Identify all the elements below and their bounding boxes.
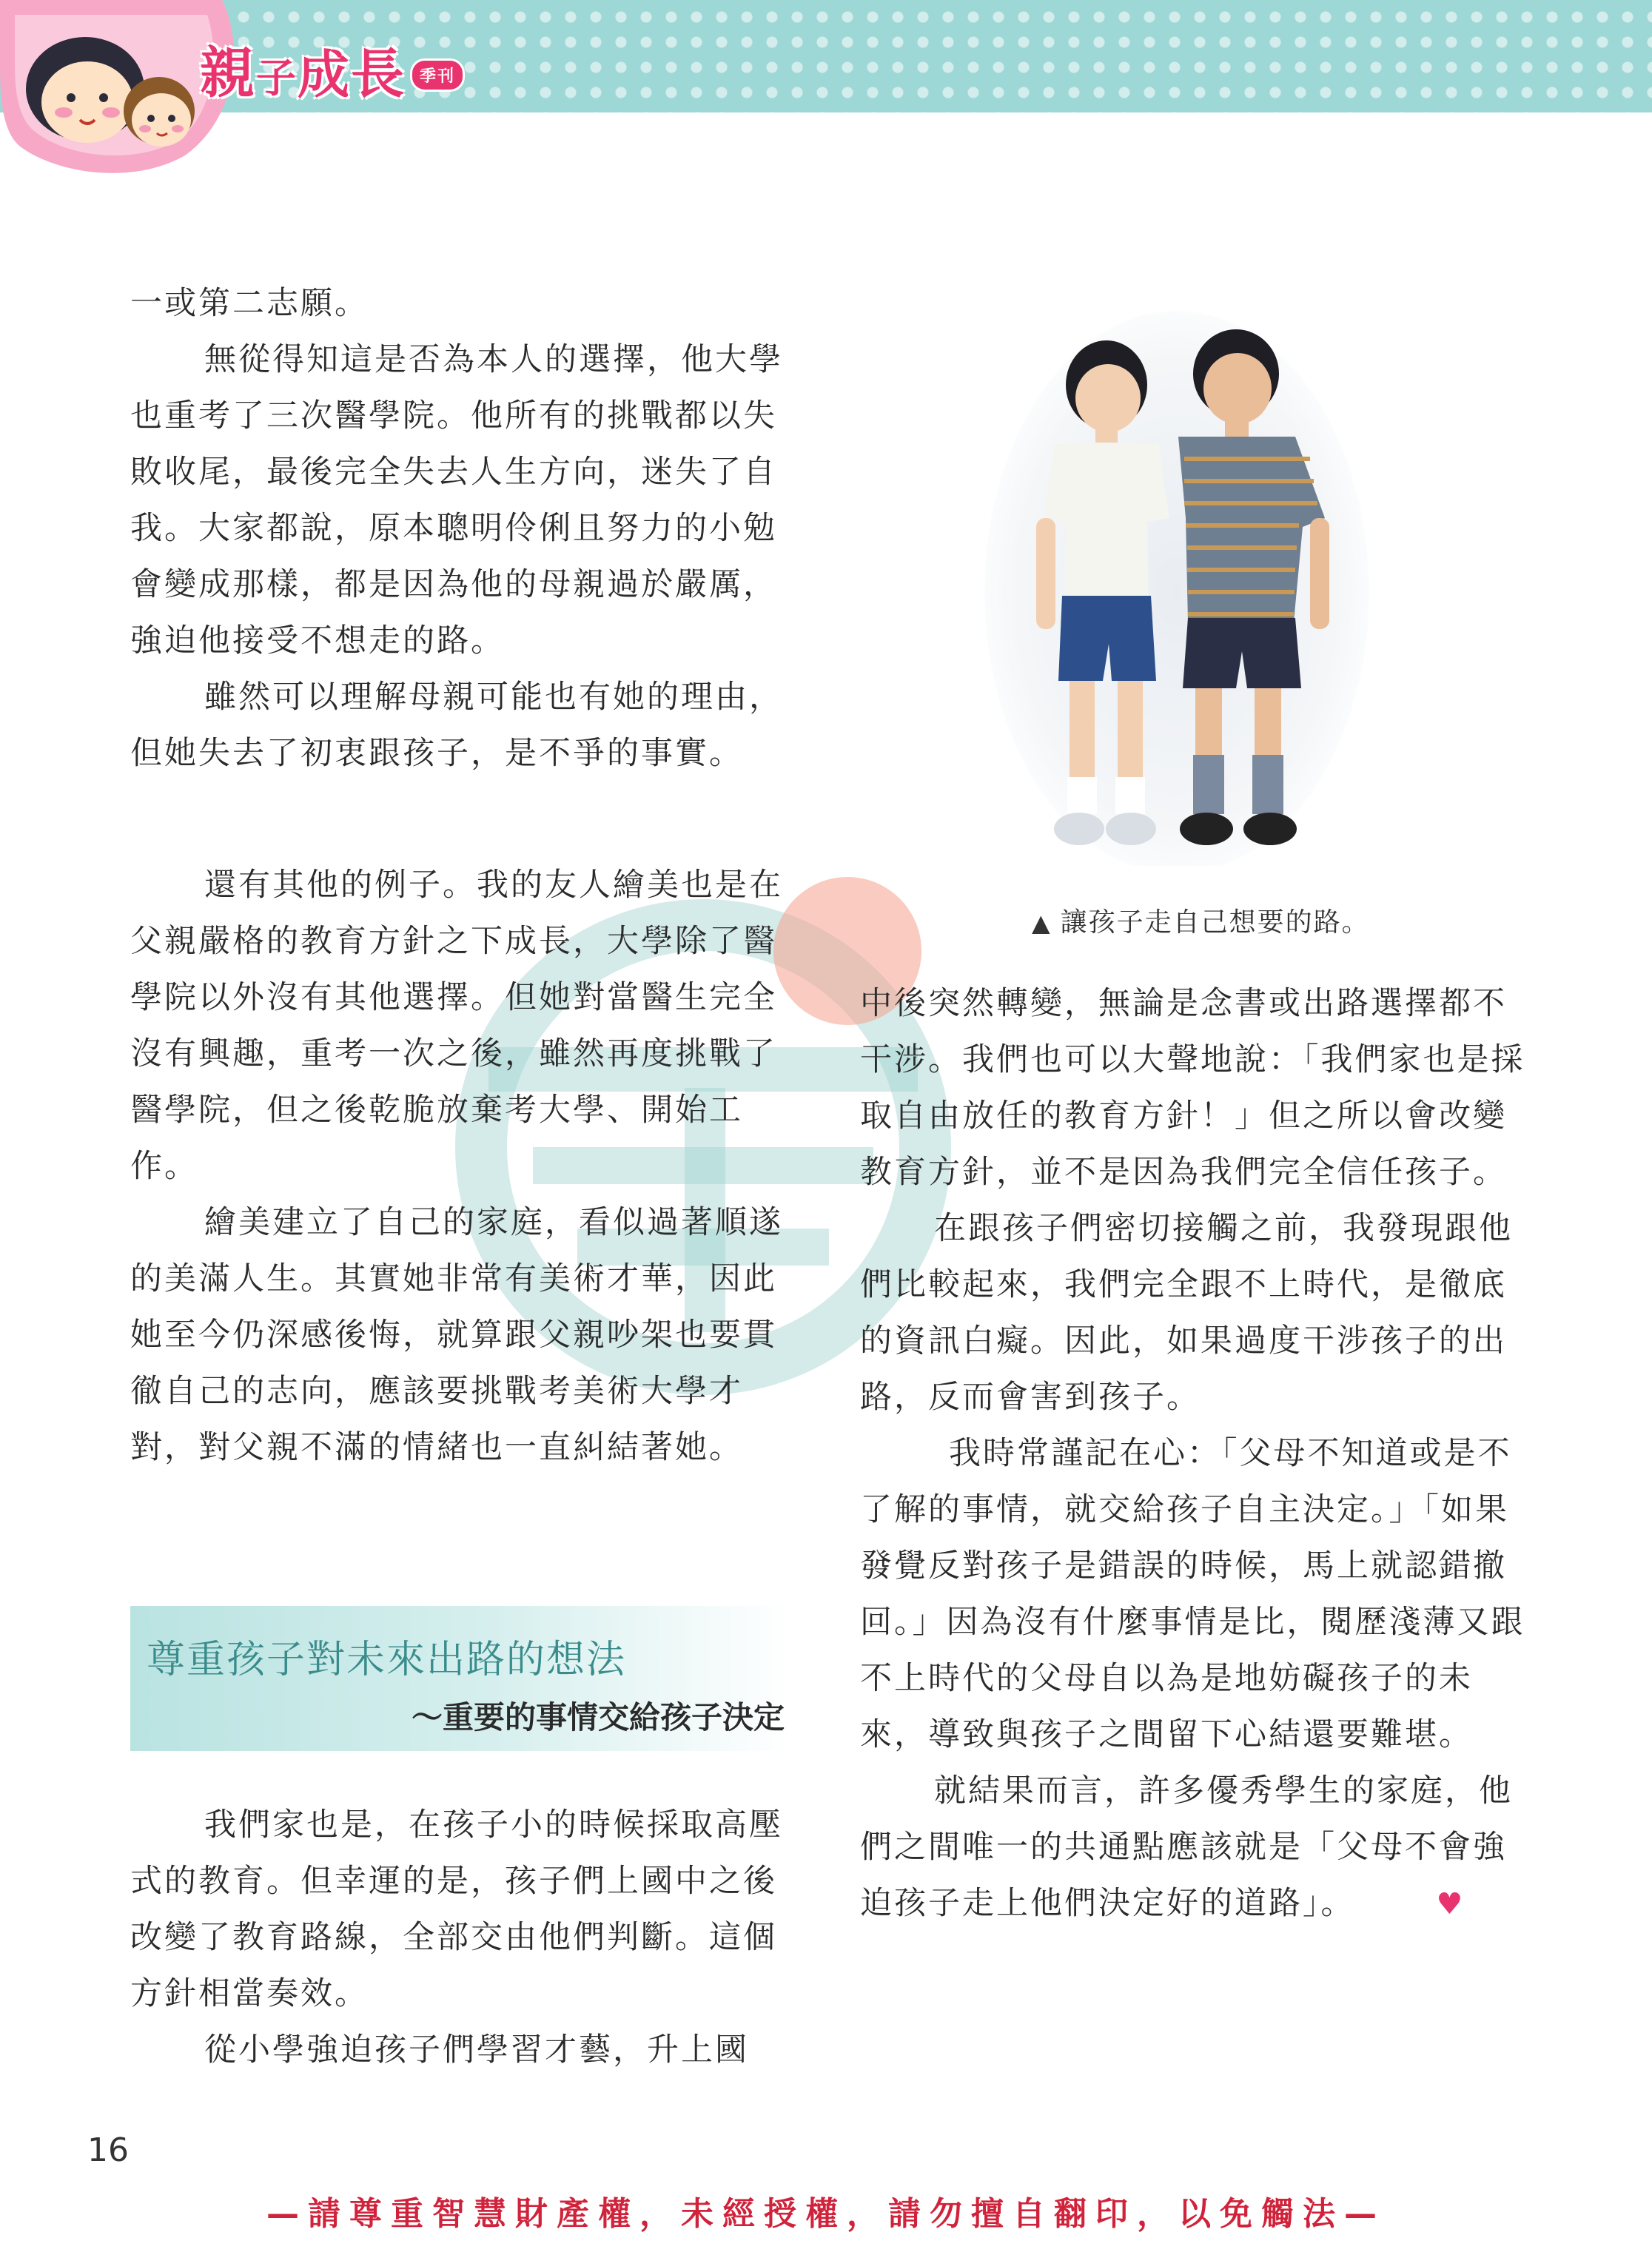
paragraph: 從小學強迫孩子們學習才藝，升上國 [204, 2031, 749, 2069]
paragraph: 在跟孩子們密切接觸之前，我發現跟他們比較起來，我們完全跟不上時代，是徹底的資訊白癡。因此，如果過度干涉孩子的出路，反而會害到孩子。 [860, 1210, 1513, 1416]
magazine-title-char: 成 [298, 44, 351, 105]
heart-icon: ♥ [1436, 1887, 1465, 1921]
paragraph: 還有其他的例子。我的友人繪美也是在父親嚴格的教育方針之下成長，大學除了醫學院以外沒有其他選擇。但她對當醫生完全沒有興趣，重考一次之後，雖然再度挑戰了醫學院，但之後乾脆放棄考大學、開始工作。 [130, 867, 783, 1185]
paragraph: 我們家也是，在孩子小的時候採取高壓式的教育。但幸運的是，孩子們上國中之後改變了教育路線，全部交由他們判斷。這個方針相當奏效。 [130, 1807, 783, 2012]
section-heading [130, 1606, 790, 1751]
left-column-part-a [130, 275, 796, 782]
magazine-title-char: 親 [200, 41, 256, 105]
photo-caption-text: 讓孩子走自己想要的路。 [1060, 907, 1370, 938]
closing-paragraph [860, 1763, 1526, 1932]
paragraph: 我時常謹記在心：「父母不知道或是不了解的事情，就交給孩子自主決定。」「如果發覺反對孩子是錯誤的時候，馬上就認錯撤回。」因為沒有什麼事情是比，閱歷淺薄又跟不上時代的父母自以為是地妨礙孩子的未來，導致與孩子之間留下心結還要難堪。 [860, 1435, 1525, 1753]
right-column [860, 975, 1526, 1932]
two-boys-photo [984, 296, 1369, 866]
page-number: 16 [87, 2131, 129, 2169]
left-column-part-b [130, 857, 796, 1476]
quarterly-badge: 季刊 [410, 58, 465, 92]
section-heading-title: 尊重孩子對未來出路的想法 [147, 1638, 627, 1682]
paragraph: 繪美建立了自己的家庭，看似過著順遂的美滿人生。其實她非常有美術才華，因此她至今仍深感後悔，就算跟父親吵架也要貫徹自己的志向，應該要挑戰考美術大學才對，對父親不滿的情緒也一直糾結著她。 [130, 1204, 783, 1466]
paragraph: 中後突然轉變，無論是念書或出路選擇都不干涉。我們也可以大聲地說：「我們家也是採取自由放任的教育方針！」但之所以會改變教育方針，並不是因為我們完全信任孩子。 [860, 985, 1525, 1191]
triangle-marker-icon: ▲ [1032, 909, 1052, 937]
section-heading-subtitle: ～重要的事情交給孩子決定 [411, 1699, 785, 1735]
paragraph: 雖然可以理解母親可能也有她的理由，但她失去了初衷跟孩子，是不爭的事實。 [130, 679, 783, 772]
closing-paragraph-text: 就結果而言，許多優秀學生的家庭，他們之間唯一的共通點應該就是「父母不會強迫孩子走上他們決定好的道路」。 [860, 1772, 1513, 1922]
paragraph: 一或第二志願。 [130, 285, 369, 322]
magazine-title [200, 27, 465, 108]
magazine-title-char: 子 [256, 55, 298, 101]
left-column-part-c [130, 1797, 796, 2078]
paragraph: 無從得知這是否為本人的選擇，他大學也重考了三次醫學院。他所有的挑戰都以失敗收尾，最後完全失去人生方向，迷失了自我。大家都說，原本聰明伶俐且努力的小勉會變成那樣，都是因為他的母親過於嚴厲，強迫他接受不想走的路。 [130, 341, 783, 659]
photo-caption [1032, 901, 1370, 939]
magazine-title-char: 長 [351, 43, 406, 105]
copyright-notice: —請尊重智慧財產權，未經授權，請勿擅自翻印，以免觸法— [266, 2195, 1386, 2233]
